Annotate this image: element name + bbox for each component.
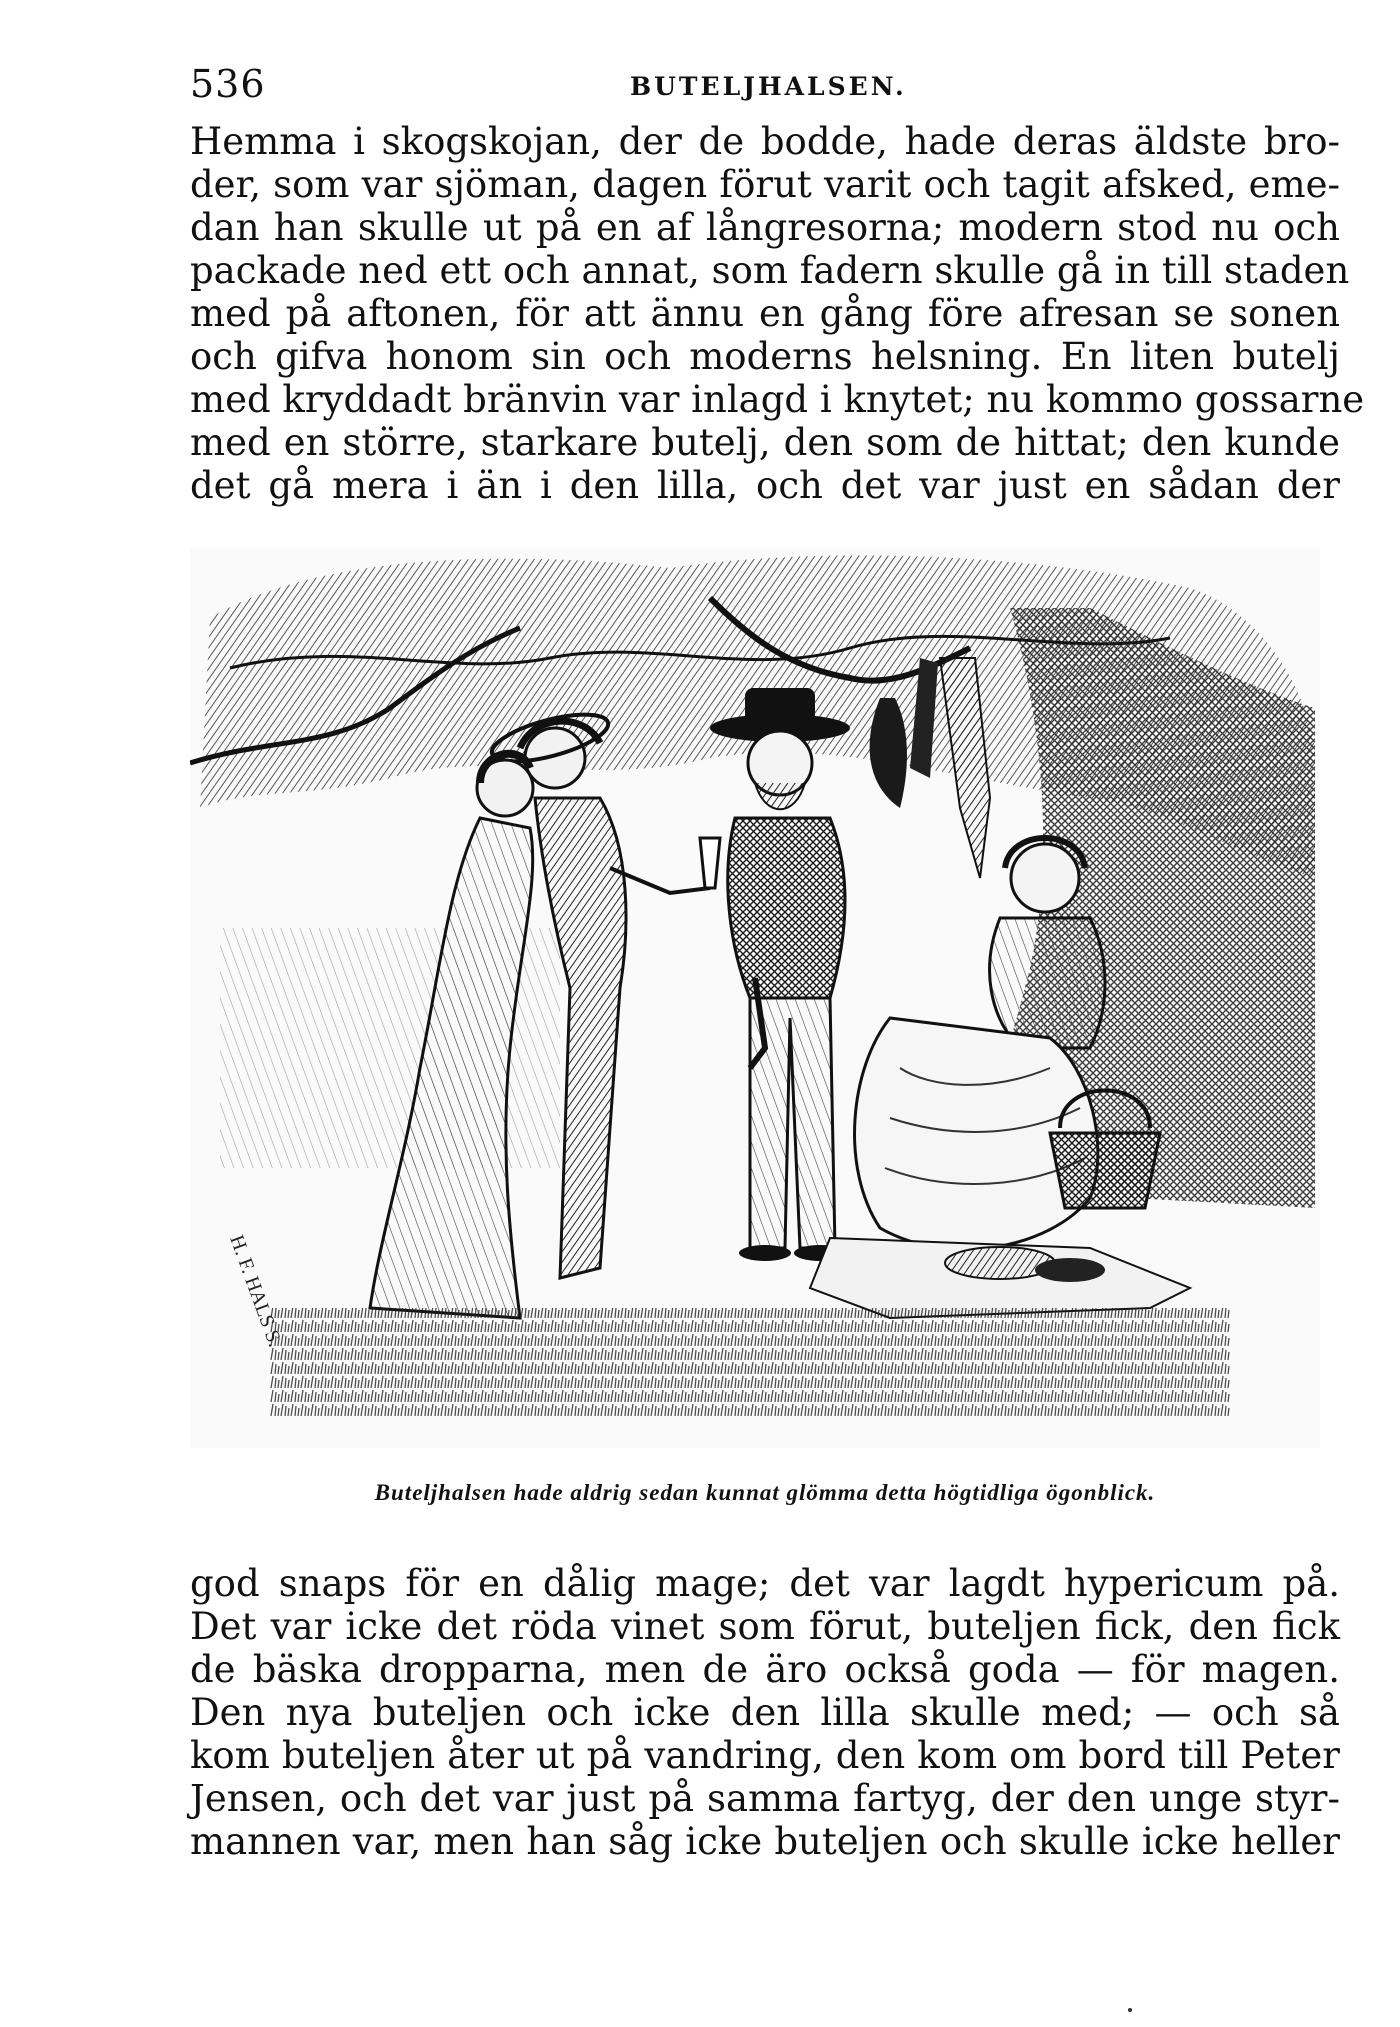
text-line: der, som var sjöman, dagen förut varit och tagit afsked, eme- bbox=[190, 163, 1340, 206]
text-line: de bäska dropparna, men de äro också goda — för magen. bbox=[190, 1648, 1340, 1691]
text-line: mannen var, men han såg icke buteljen och skulle icke heller bbox=[190, 1820, 1340, 1863]
paragraph-top bbox=[190, 120, 1365, 507]
figure-caption: Buteljhalsen hade aldrig sedan kunnat glömma detta högtidliga ögonblick. bbox=[374, 1480, 1156, 1505]
artist-signature: H. F. HALS S. bbox=[225, 1232, 287, 1350]
text-line: med på aftonen, för att ännu en gång före afresan se sonen bbox=[190, 292, 1340, 335]
text-line: och gifva honom sin och moderns helsning. En liten butelj bbox=[190, 335, 1340, 378]
text-line: Jensen, och det var just på samma fartyg, der den unge styr- bbox=[190, 1777, 1340, 1820]
text-line: Hemma i skogskojan, der de bodde, hade deras äldste bro- bbox=[190, 120, 1340, 163]
paragraph-bottom bbox=[190, 1562, 1340, 1863]
glass-icon bbox=[700, 838, 720, 888]
running-head: BUTELJHALSEN. bbox=[630, 72, 907, 101]
page-number: 536 bbox=[190, 62, 266, 106]
text-line: med kryddadt bränvin var inlagd i knytet; nu kommo gossarne bbox=[190, 378, 1365, 421]
page-header bbox=[190, 62, 1340, 112]
foreground-grass bbox=[270, 1308, 1230, 1418]
text-line: dan han skulle ut på en af långresorna; modern stod nu och bbox=[190, 206, 1340, 249]
text-line: det gå mera i än i den lilla, och det var just en sådan der bbox=[190, 464, 1340, 507]
text-line: Det var icke det röda vinet som förut, buteljen fick, den fick bbox=[190, 1605, 1340, 1648]
text-line: Den nya buteljen och icke den lilla skulle med; — och så bbox=[190, 1691, 1340, 1734]
print-speck bbox=[1128, 2008, 1132, 2012]
text-line: med en större, starkare butelj, den som de hittat; den kunde bbox=[190, 421, 1340, 464]
text-line: god snaps för en dålig mage; det var lagdt hypericum på. bbox=[190, 1562, 1340, 1605]
engraving-illustration bbox=[190, 548, 1320, 1448]
text-line: kom buteljen åter ut på vandring, den kom om bord till Peter bbox=[190, 1734, 1340, 1777]
text-line: packade ned ett och annat, som fadern skulle gå in till staden bbox=[190, 249, 1350, 292]
engraving-artwork bbox=[190, 548, 1320, 1448]
